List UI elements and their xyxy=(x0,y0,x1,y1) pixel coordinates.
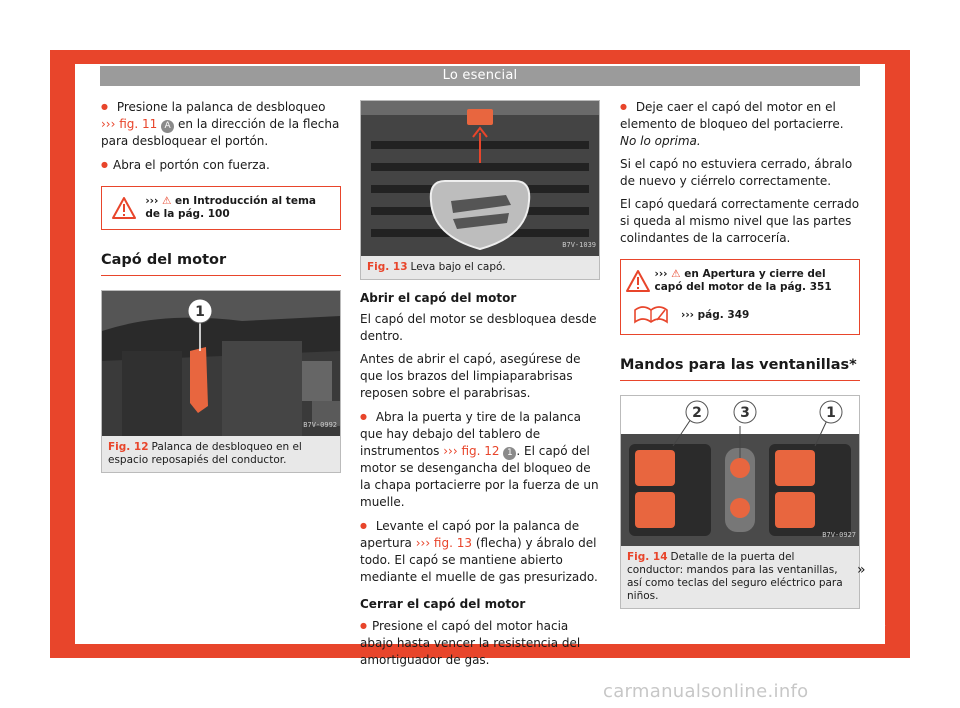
warning-small-icon: ⚠ xyxy=(671,268,681,280)
para-unlock-inside: El capó del motor se desbloquea desde dentro. xyxy=(360,312,597,343)
figure-14-caption: Fig. 14 Detalle de la puerta del conductor: mandos para las ventanillas, así como teclas del seguro eléctrico para niños. xyxy=(621,546,859,608)
column-middle xyxy=(360,100,600,675)
figure-code: B7V-1039 xyxy=(562,241,596,249)
figure-12-image xyxy=(102,291,340,436)
figure-13 xyxy=(360,100,600,280)
page-number: 13 xyxy=(872,618,886,631)
note-row xyxy=(621,304,851,326)
warning-text[interactable]: ››› ⚠ en Apertura y cierre del capó del motor de la pág. 351 xyxy=(654,268,832,293)
para-correctly-closed: El capó quedará correctamente cerrado si queda al mismo nivel que las partes colindantes de la carrocería. xyxy=(620,197,860,245)
callout-1: 1 xyxy=(826,405,836,421)
warning-note-box xyxy=(620,259,860,335)
figure-code: B7V-0992 xyxy=(303,421,337,429)
figure-13-image xyxy=(361,101,599,256)
warning-text[interactable]: ››› ⚠ en Introducción al tema de la pág. 100 xyxy=(145,195,316,220)
warning-small-icon: ⚠ xyxy=(161,195,172,207)
callout-3: 3 xyxy=(740,405,750,421)
note-text[interactable]: ››› pág. 349 xyxy=(681,308,750,321)
continue-mark: » xyxy=(857,562,866,578)
page-header: Lo esencial xyxy=(100,66,860,86)
watermark: carmanualsonline.info xyxy=(603,681,809,702)
figure-12-caption: Fig. 12 Palanca de desbloqueo en el espacio reposapiés del conductor. xyxy=(102,436,340,472)
section-title-windows: Mandos para las ventanillas* xyxy=(620,357,860,381)
para-not-closed: Si el capó no estuviera cerrado, ábralo de nuevo y ciérrelo correctamente. xyxy=(620,157,853,188)
warning-row xyxy=(621,268,851,294)
para-wipers: Antes de abrir el capó, asegúrese de que los brazos del limpiaparabrisas reposen sobre el parabrisas. xyxy=(360,352,581,400)
figure-14 xyxy=(620,395,860,609)
section-title-hood: Capó del motor xyxy=(101,252,341,276)
fig-link-12[interactable]: ››› fig. 12 xyxy=(443,444,500,458)
column-right xyxy=(620,98,860,609)
fig-link-11[interactable]: ››› fig. 11 xyxy=(101,117,158,131)
figure-code: B7V-0927 xyxy=(822,531,856,539)
subheading-close-hood: Cerrar el capó del motor xyxy=(360,597,526,611)
marker-1: 1 xyxy=(503,447,516,460)
figure-13-caption: Fig. 13 Leva bajo el capó. xyxy=(361,256,599,279)
callout-2: 2 xyxy=(692,405,702,421)
marker-a: A xyxy=(161,120,174,133)
subheading-open-hood: Abrir el capó del motor xyxy=(360,291,517,305)
figure-14-image xyxy=(621,396,859,546)
warning-triangle-icon xyxy=(621,269,655,293)
fig-link-13[interactable]: ››› fig. 13 xyxy=(415,536,473,550)
bullet-raise-hood: ● Levante el capó por la palanca de apertura ››› fig. 13 (flecha) y ábralo del todo. El capó se mantiene abierto mediante el muelle de gas presurizado. xyxy=(360,517,600,586)
warning-triangle-icon xyxy=(102,196,145,220)
manual-book-icon xyxy=(621,304,681,326)
bullet-press-hood: ● Presione el capó del motor hacia abajo hasta vencer la resistencia del amortiguador de gas. xyxy=(360,617,600,669)
column-left xyxy=(101,98,341,473)
bullet-drop-hood: ● Deje caer el capó del motor en el elemento de bloqueo del portacierre. No lo oprima. xyxy=(620,98,860,150)
figure-12 xyxy=(101,290,341,473)
callout-1: 1 xyxy=(195,304,205,320)
warning-box xyxy=(101,186,341,230)
bullet-press-lever: ● Presione la palanca de desbloqueo ››› fig. 11 A en la dirección de la flecha para desbloquear el portón. xyxy=(101,98,341,150)
bullet-pull-lever: ● Abra la puerta y tire de la palanca que hay debajo del tablero de instrumentos ››› fig. 12 1 . El capó del motor se desengancha del bloqueo de la chapa portacierre por la fuerza de un muelle. xyxy=(360,408,600,511)
bullet-open-tailgate: ● Abra el portón con fuerza. xyxy=(101,156,341,174)
